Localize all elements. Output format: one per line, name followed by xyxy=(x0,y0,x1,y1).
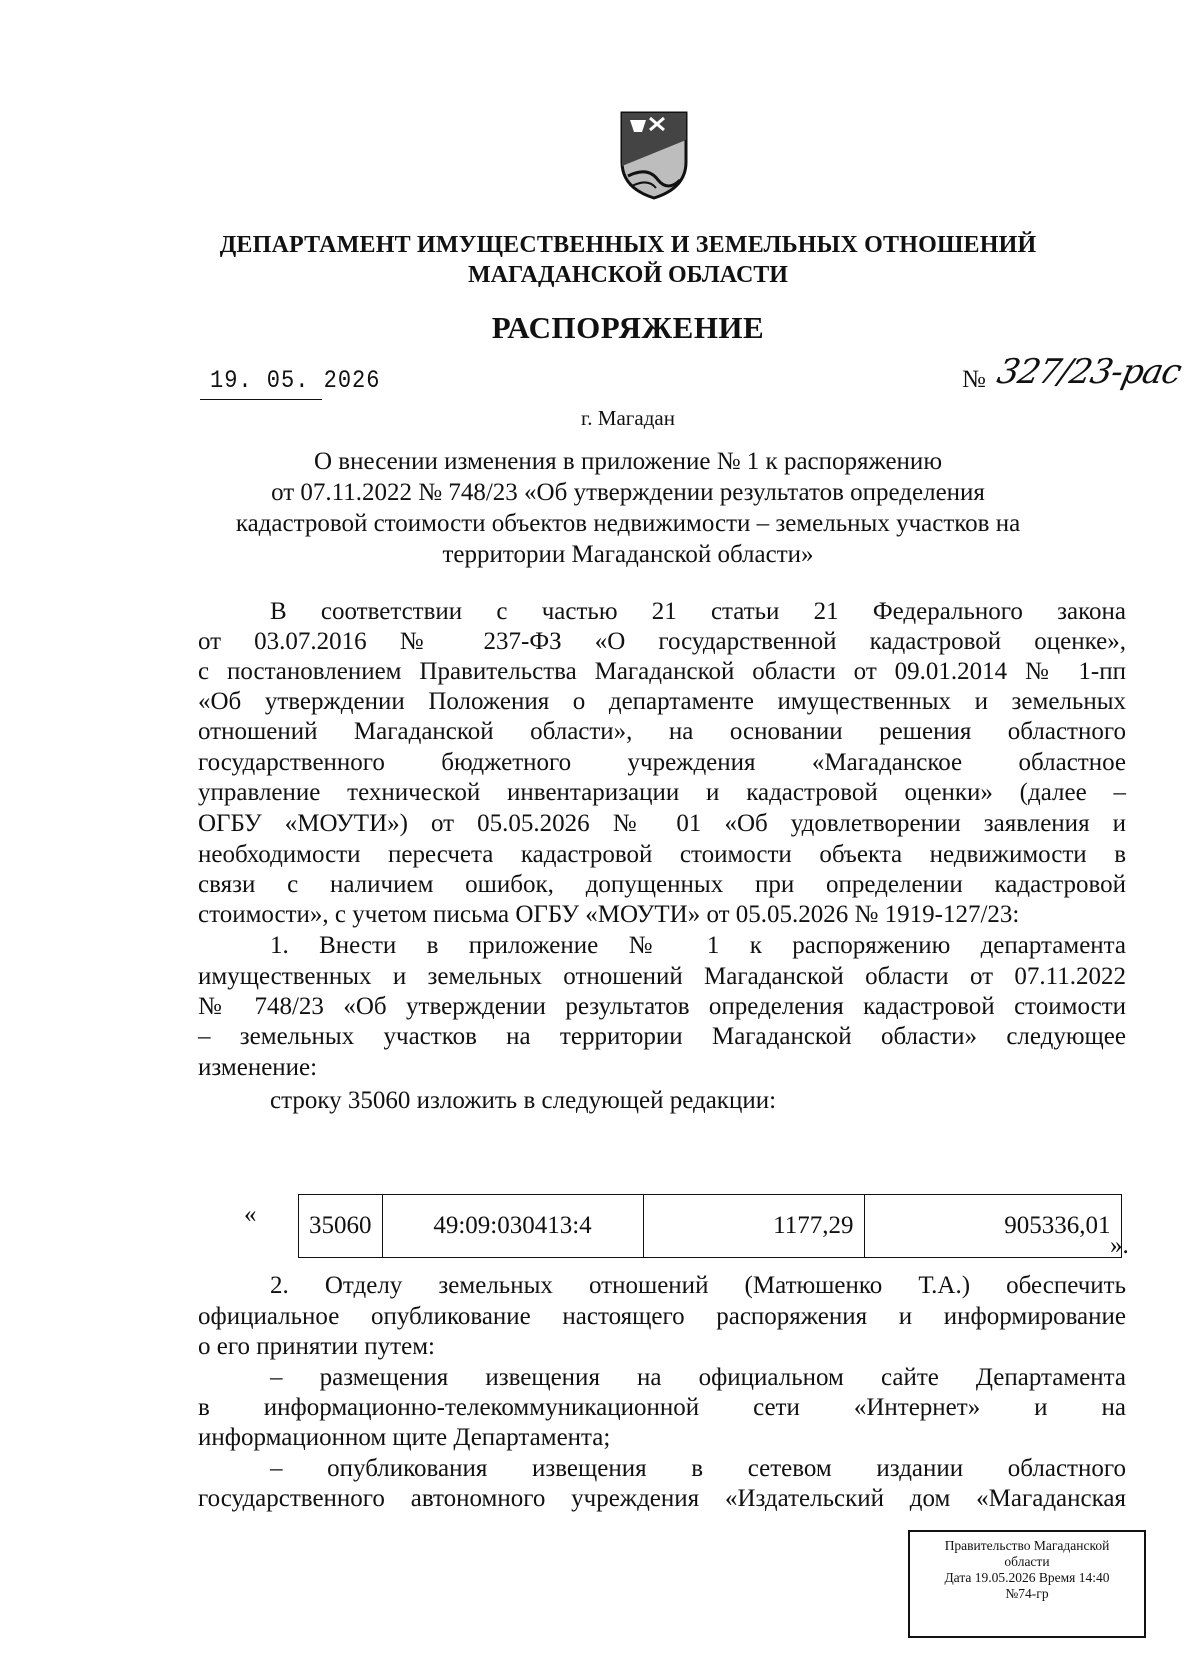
document-type: РАСПОРЯЖЕНИЕ xyxy=(491,310,765,345)
title-line: кадастровой стоимости объектов недвижимости – земельных участков на xyxy=(235,510,1021,537)
preamble-line: ОГБУ «МОУТИ») от 05.05.2026 № 01 «Об удовлетворении заявления и xyxy=(198,810,1126,837)
stamp-line: №74-гр xyxy=(1005,1586,1049,1601)
coat-of-arms-icon xyxy=(618,110,690,200)
title-line: от 07.11.2022 № 748/23 «Об утверждении результатов определения xyxy=(271,479,985,506)
table-open-quote: « xyxy=(244,1201,257,1228)
department-name-line-2: МАГАДАНСКОЙ ОБЛАСТИ xyxy=(468,262,788,288)
preamble-line: отношений Магаданской области», на основании решения областного xyxy=(198,718,1126,745)
preamble-line: государственного бюджетного учреждения «Магаданское областное xyxy=(198,749,1126,776)
bullet1-line: в информационно-телекоммуникационной сети «Интернет» и на xyxy=(198,1394,1126,1421)
item1-line: имущественных и земельных отношений Магаданской области от 07.11.2022 xyxy=(198,963,1126,990)
stamp-line: Правительство Магаданской xyxy=(944,1538,1110,1553)
table-cell-row-number: 35060 xyxy=(299,1195,383,1258)
bullet1-line: информационном щите Департамента; xyxy=(198,1424,611,1451)
preamble-line: стоимости», с учетом письма ОГБУ «МОУТИ» от 05.05.2026 № 1919-127/23: xyxy=(198,901,1020,928)
title-line: территории Магаданской области» xyxy=(442,541,814,568)
table-cell-area: 1177,29 xyxy=(643,1195,864,1258)
preamble-line: необходимости пересчета кадастровой стоимости объекта недвижимости в xyxy=(198,841,1126,868)
stamp-line: области xyxy=(1004,1554,1050,1569)
cadastral-table xyxy=(298,1194,1122,1258)
document-number-handwritten: 327/23-рас xyxy=(993,352,1185,392)
table-cell-cadastral-number: 49:09:030413:4 xyxy=(382,1195,643,1258)
department-name-line-1: ДЕПАРТАМЕНТ ИМУЩЕСТВЕННЫХ И ЗЕМЕЛЬНЫХ ОТНОШЕНИЙ xyxy=(219,232,1037,258)
table-row xyxy=(299,1195,1122,1258)
preamble-line: В соответствии с частью 21 статьи 21 Федерального закона xyxy=(270,598,1126,625)
row-intro: строку 35060 изложить в следующей редакции: xyxy=(270,1087,777,1114)
registration-stamp xyxy=(908,1530,1146,1638)
document-date: 19. 05. 2026 xyxy=(210,366,381,395)
bullet2-line: государственного автономного учреждения «Издательский дом «Магаданская xyxy=(198,1485,1126,1512)
document-number-sign: № xyxy=(962,366,986,393)
item1-line: 1. Внести в приложение № 1 к распоряжению департамента xyxy=(270,932,1126,959)
preamble-line: управление технической инвентаризации и кадастровой оценки» (далее – xyxy=(198,779,1126,806)
table-close-quote: ». xyxy=(1110,1232,1129,1259)
item2-line: официальное опубликование настоящего распоряжения и информирование xyxy=(198,1303,1126,1330)
preamble-line: «Об утверждении Положения о департаменте имущественных и земельных xyxy=(198,688,1126,715)
table-cell-cadastral-value: 905336,01 xyxy=(864,1195,1121,1258)
item1-line: – земельных участков на территории Магаданской области» следующее xyxy=(198,1023,1126,1050)
bullet2-line: – опубликования извещения в сетевом издании областного xyxy=(270,1455,1126,1482)
preamble-line: связи с наличием ошибок, допущенных при определении кадастровой xyxy=(198,871,1126,898)
item1-line: изменение: xyxy=(198,1054,318,1081)
document-city: г. Магадан xyxy=(581,406,675,430)
item1-line: № 748/23 «Об утверждении результатов определения кадастровой стоимости xyxy=(198,993,1126,1020)
item2-line: о его принятии путем: xyxy=(198,1333,435,1360)
bullet1-line: – размещения извещения на официальном сайте Департамента xyxy=(270,1364,1126,1391)
preamble-line: от 03.07.2016 № 237-ФЗ «О государственной кадастровой оценке», xyxy=(198,628,1126,655)
date-underline xyxy=(200,399,322,400)
item2-line: 2. Отделу земельных отношений (Матюшенко Т.А.) обеспечить xyxy=(270,1272,1126,1299)
stamp-line: Дата 19.05.2026 Время 14:40 xyxy=(944,1570,1110,1585)
title-line: О внесении изменения в приложение № 1 к распоряжению xyxy=(314,448,942,475)
preamble-line: с постановлением Правительства Магаданской области от 09.01.2014 № 1-пп xyxy=(198,658,1126,685)
